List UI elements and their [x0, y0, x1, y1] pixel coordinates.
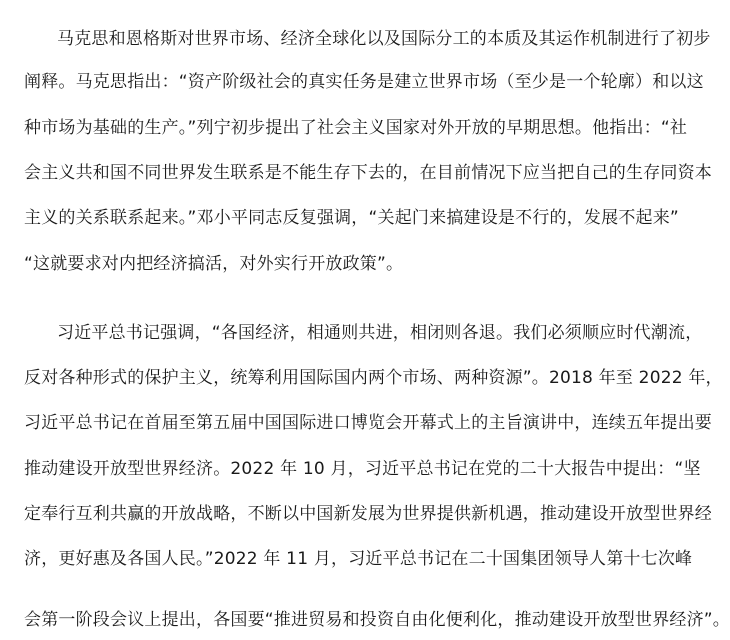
paragraph-1-line-1: 马克思和恩格斯对世界市场、经济全球化以及国际分工的本质及其运作机制进行了初步 [57, 29, 711, 49]
paragraph-1-line-6: “这就要求对内把经济搞活，对外实行开放政策”。 [24, 254, 404, 274]
paragraph-1-line-2: 阐释。马克思指出：“资产阶级社会的真实任务是建立世界市场（至少是一个轮廓）和以这 [24, 72, 704, 92]
paragraph-2-line-7: 会第一阶段会议上提出，各国要“推进贸易和投资自由化便利化，推动建设开放型世界经济”。 [24, 610, 730, 630]
paragraph-2-line-2: 反对各种形式的保护主义，统筹利用国际国内两个市场、两种资源”。2018 年至 2022 年， [24, 368, 723, 388]
paragraph-2-line-1: 习近平总书记强调，“各国经济，相通则共进，相闭则各退。我们必须顺应时代潮流， [57, 323, 703, 343]
paragraph-1-line-4: 会主义共和国不同世界发生联系是不能生存下去的，在目前情况下应当把自己的生存同资本 [24, 163, 712, 183]
paragraph-2-line-5: 定奉行互利共赢的开放战略，不断以中国新发展为世界提供新机遇，推动建设开放型世界经 [24, 504, 712, 524]
paragraph-2-line-6: 济，更好惠及各国人民。”2022 年 11 月，习近平总书记在二十国集团领导人第十七次峰 [24, 549, 693, 569]
paragraph-2-line-3: 习近平总书记在首届至第五届中国国际进口博览会开幕式上的主旨演讲中，连续五年提出要 [24, 413, 712, 433]
paragraph-1-line-3: 种市场为基础的生产。”列宁初步提出了社会主义国家对外开放的早期思想。他指出：“社 [24, 118, 688, 138]
paragraph-1-line-5: 主义的关系联系起来。”邓小平同志反复强调，“关起门来搞建设是不行的，发展不起来” [24, 208, 679, 228]
paragraph-2-line-4: 推动建设开放型世界经济。2022 年 10 月，习近平总书记在党的二十大报告中提出：“坚 [24, 459, 701, 479]
